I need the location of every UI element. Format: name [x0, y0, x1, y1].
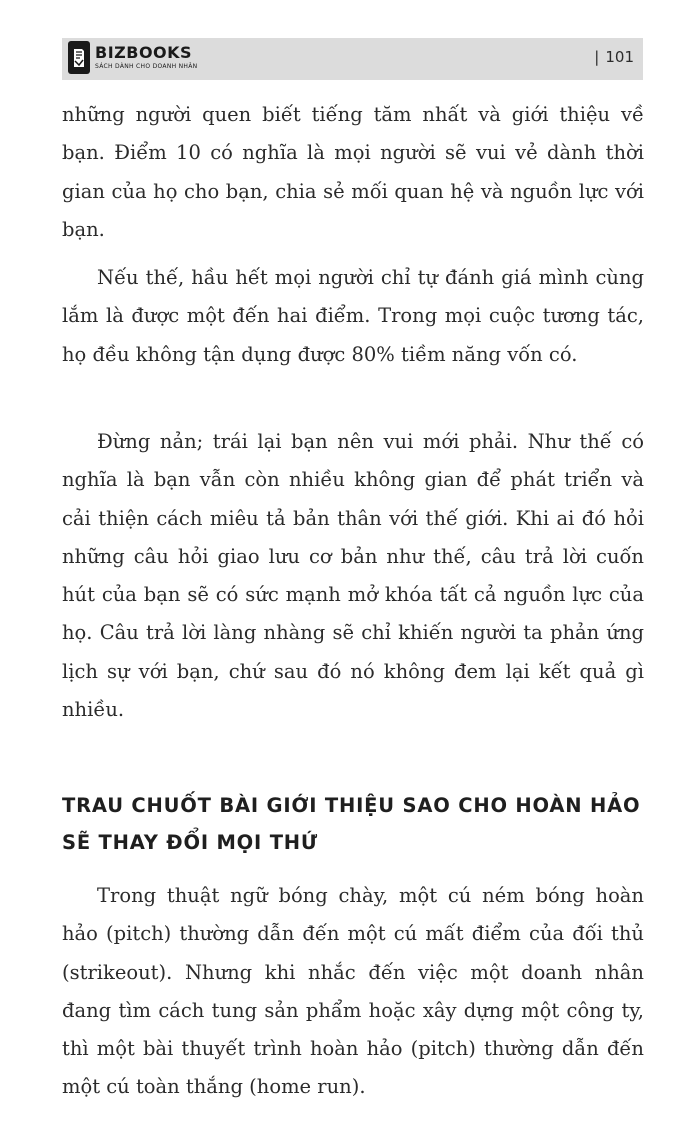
paragraph-1: những người quen biết tiếng tăm nhất và giới thiệu về bạn. Điểm 10 có nghĩa là mọi người sẽ vui vẻ dành thời gian của họ cho bạn, chia sẻ mối quan hệ và nguồn lực với bạn.: [62, 103, 644, 241]
bizbooks-logo: [68, 41, 197, 74]
page-number-separator: |: [594, 48, 600, 66]
book-icon: [68, 41, 90, 74]
paragraph-4: Trong thuật ngữ bóng chày, một cú ném bóng hoàn hảo (pitch) thường dẫn đến một cú mất điểm của đối thủ (strikeout). Nhưng khi nhắc đến việc một doanh nhân đang tìm cách tung sản phẩm hoặc xây dựng một công ty, thì một bài thuyết trình hoàn hảo (pitch) thường dẫn đến một cú toàn thắng (home run).: [62, 884, 644, 1099]
brand-name: BIZBOOKS: [95, 43, 193, 62]
logo-text: [95, 45, 197, 70]
paragraph-3: Đừng nản; trái lại bạn nên vui mới phải. Như thế có nghĩa là bạn vẫn còn nhiều không gian để phát triển và cải thiện cách miêu tả bản thân với thế giới. Khi ai đó hỏi những câu hỏi giao lưu cơ bản như thế, câu trả lời cuốn hút của bạn sẽ có sức mạnh mở khóa tất cả nguồn lực của họ. Câu trả lời làng nhàng sẽ chỉ khiến người ta phản ứng lịch sự với bạn, chứ sau đó nó không đem lại kết quả gì nhiều.: [62, 430, 644, 722]
paragraph-2: Nếu thế, hầu hết mọi người chỉ tự đánh giá mình cùng lắm là được một đến hai điểm. Trong mọi cuộc tương tác, họ đều không tận dụng được 80% tiềm năng vốn có.: [62, 266, 644, 366]
page-number: [594, 48, 634, 66]
section-heading: TRAU CHUỐT BÀI GIỚI THIỆU SAO CHO HOÀN HẢO SẼ THAY ĐỔI MỌI THỨ: [62, 794, 641, 854]
page-number-value: 101: [605, 48, 634, 66]
brand-tagline: SÁCH DÀNH CHO DOANH NHÂN: [95, 63, 198, 70]
